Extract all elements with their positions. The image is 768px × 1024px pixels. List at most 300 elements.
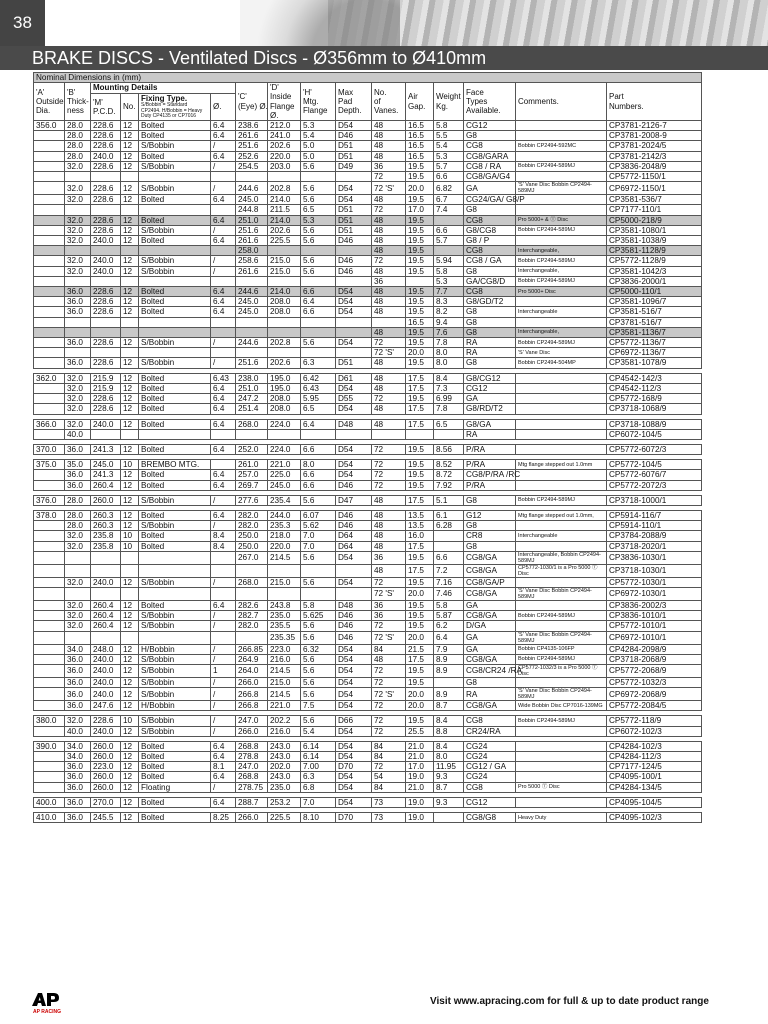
cell-fix: S/Bobbin <box>139 338 211 348</box>
cell-d <box>268 564 301 577</box>
cell-dia: 362.0 <box>34 373 65 383</box>
cell-fixdia: 6.4 <box>211 772 236 782</box>
cell-face: CG8 <box>464 782 516 792</box>
cell-air: 19.5 <box>406 444 434 454</box>
cell-dia <box>34 276 65 286</box>
cell-part: CP5772-118/9 <box>607 716 702 726</box>
cell-m <box>91 348 121 358</box>
cell-h: 5.6 <box>301 182 336 195</box>
cell-c: 258.6 <box>236 256 268 266</box>
cell-comments <box>516 621 607 631</box>
cell-c: 268.8 <box>236 741 268 751</box>
cell-fixdia: 8.4 <box>211 531 236 541</box>
cell-d: 208.0 <box>268 404 301 414</box>
cell-fix <box>139 551 211 564</box>
cell-no: 12 <box>121 266 139 276</box>
cell-fixdia: 6.4 <box>211 510 236 520</box>
cell-dia <box>34 327 65 337</box>
cell-b: 32.0 <box>65 383 91 393</box>
cell-no: 12 <box>121 762 139 772</box>
cell-part: CP3836-2048/9 <box>607 161 702 171</box>
cell-part: CP3784-2088/9 <box>607 531 702 541</box>
cell-face: G8 <box>464 521 516 531</box>
cell-air: 19.5 <box>406 358 434 368</box>
cell-b: 36.0 <box>65 444 91 454</box>
cell-air <box>406 429 434 439</box>
cell-wt <box>434 429 464 439</box>
cell-h: 6.3 <box>301 358 336 368</box>
cell-d <box>268 327 301 337</box>
cell-dia <box>34 182 65 195</box>
cell-b: 32.0 <box>65 716 91 726</box>
cell-fix: Bolted <box>139 772 211 782</box>
cell-pad <box>336 564 372 577</box>
cell-d: 220.0 <box>268 151 301 161</box>
table-row <box>34 541 702 551</box>
cell-no <box>121 276 139 286</box>
cell-no: 12 <box>121 480 139 490</box>
cell-wt: 8.9 <box>434 688 464 701</box>
cell-pad: D54 <box>336 404 372 414</box>
cell-vanes: 73 <box>372 812 406 822</box>
cell-fix <box>139 631 211 644</box>
cell-dia: 366.0 <box>34 419 65 429</box>
cell-no: 12 <box>121 621 139 631</box>
cell-dia <box>34 772 65 782</box>
cell-wt: 9.4 <box>434 317 464 327</box>
table-row <box>34 394 702 404</box>
cell-air: 19.5 <box>406 621 434 631</box>
cell-face: P/RA <box>464 460 516 470</box>
cell-wt: 8.4 <box>434 741 464 751</box>
cell-no: 12 <box>121 256 139 266</box>
cell-h: 6.42 <box>301 373 336 383</box>
cell-dia <box>34 161 65 171</box>
cell-m: 235.8 <box>91 541 121 551</box>
cell-no: 10 <box>121 531 139 541</box>
cell-h: 6.4 <box>301 297 336 307</box>
cell-pad: D51 <box>336 205 372 215</box>
cell-m: 260.0 <box>91 751 121 761</box>
cell-wt: 6.1 <box>434 510 464 520</box>
cell-m: 260.4 <box>91 621 121 631</box>
cell-no: 12 <box>121 121 139 131</box>
cell-d: 225.0 <box>268 470 301 480</box>
cell-dia: 376.0 <box>34 495 65 505</box>
cell-face: CG8/GA/P <box>464 577 516 587</box>
cell-dia <box>34 151 65 161</box>
cell-fixdia: 6.4 <box>211 131 236 141</box>
cell-b: 28.0 <box>65 151 91 161</box>
cell-fixdia: / <box>211 141 236 151</box>
cell-m <box>91 429 121 439</box>
cell-fix: S/Bobbin <box>139 577 211 587</box>
cell-part: CP3581-1080/1 <box>607 225 702 235</box>
cell-face: RA <box>464 429 516 439</box>
cell-wt: 7.8 <box>434 404 464 414</box>
cell-b: 32.0 <box>65 577 91 587</box>
cell-b <box>65 564 91 577</box>
cell-dia: 400.0 <box>34 797 65 807</box>
cell-vanes: 72 <box>372 762 406 772</box>
cell-wt: 8.4 <box>434 716 464 726</box>
cell-part: CP7177-124/5 <box>607 762 702 772</box>
cell-h: 7.5 <box>301 701 336 711</box>
cell-fixdia: 6.4 <box>211 470 236 480</box>
cell-h <box>301 327 336 337</box>
cell-face: G8/CG8 <box>464 225 516 235</box>
cell-d: 214.0 <box>268 195 301 205</box>
cell-vanes: 84 <box>372 741 406 751</box>
cell-m: 240.0 <box>91 419 121 429</box>
cell-d: 212.0 <box>268 121 301 131</box>
cell-part: CP6972-1030/1 <box>607 587 702 600</box>
cell-dia <box>34 541 65 551</box>
cell-m: 241.3 <box>91 444 121 454</box>
cell-air: 19.5 <box>406 287 434 297</box>
cell-air: 19.5 <box>406 215 434 225</box>
table-row <box>34 531 702 541</box>
cell-d: 203.0 <box>268 161 301 171</box>
cell-comments <box>516 195 607 205</box>
cell-part: CP3718-1088/9 <box>607 419 702 429</box>
cell-no: 12 <box>121 373 139 383</box>
page-title-main: BRAKE DISCS <box>32 48 154 68</box>
table-row <box>34 287 702 297</box>
cell-part: CP5000-110/1 <box>607 287 702 297</box>
cell-pad: D54 <box>336 797 372 807</box>
cell-wt: 8.0 <box>434 358 464 368</box>
cell-air: 17.0 <box>406 205 434 215</box>
cell-comments: Bobbin CP2494-592MC <box>516 141 607 151</box>
cell-comments: CP5772-1032/3 is a Pro 5000 Ⓣ Disc <box>516 664 607 677</box>
cell-pad: D54 <box>336 726 372 736</box>
cell-dia <box>34 358 65 368</box>
cell-air: 19.5 <box>406 611 434 621</box>
cell-fixdia: / <box>211 338 236 348</box>
cell-part: CP3781-516/7 <box>607 317 702 327</box>
cell-pad: D46 <box>336 256 372 266</box>
cell-vanes: 48 <box>372 419 406 429</box>
cell-c: 267.0 <box>236 551 268 564</box>
cell-no <box>121 429 139 439</box>
cell-c: 252.0 <box>236 444 268 454</box>
cell-no: 10 <box>121 460 139 470</box>
cell-face: CG8 <box>464 716 516 726</box>
cell-wt: 7.8 <box>434 338 464 348</box>
cell-h: 6.6 <box>301 444 336 454</box>
cell-h: 6.43 <box>301 383 336 393</box>
cell-d: 241.0 <box>268 131 301 141</box>
cell-h <box>301 564 336 577</box>
cell-fix <box>139 429 211 439</box>
table-row <box>34 551 702 564</box>
cell-fixdia <box>211 429 236 439</box>
cell-h: 5.6 <box>301 664 336 677</box>
table-row <box>34 600 702 610</box>
cell-vanes: 84 <box>372 751 406 761</box>
table-row <box>34 195 702 205</box>
cell-vanes: 48 <box>372 383 406 393</box>
cell-m: 260.0 <box>91 495 121 505</box>
cell-d: 221.0 <box>268 460 301 470</box>
cell-air: 19.5 <box>406 394 434 404</box>
cell-fix: Bolted <box>139 287 211 297</box>
table-row <box>34 701 702 711</box>
cell-vanes: 48 <box>372 287 406 297</box>
cell-m: 228.6 <box>91 131 121 141</box>
cell-m: 240.0 <box>91 677 121 687</box>
cell-h: 5.4 <box>301 726 336 736</box>
cell-dia <box>34 131 65 141</box>
cell-pad: D46 <box>336 236 372 246</box>
table-row <box>34 419 702 429</box>
cell-h: 5.625 <box>301 611 336 621</box>
cell-pad: D54 <box>336 577 372 587</box>
cell-part: CP5772-1030/1 <box>607 577 702 587</box>
cell-b: 36.0 <box>65 797 91 807</box>
cell-air: 19.0 <box>406 812 434 822</box>
cell-fixdia: / <box>211 256 236 266</box>
cell-no <box>121 317 139 327</box>
cell-dia <box>34 751 65 761</box>
cell-vanes: 72 <box>372 716 406 726</box>
cell-m: 240.0 <box>91 688 121 701</box>
cell-h: 6.6 <box>301 470 336 480</box>
cell-pad: D54 <box>336 338 372 348</box>
cell-m: 228.6 <box>91 141 121 151</box>
cell-h: 5.6 <box>301 236 336 246</box>
cell-b <box>65 172 91 182</box>
cell-dia <box>34 205 65 215</box>
cell-fixdia: 6.4 <box>211 741 236 751</box>
cell-h <box>301 246 336 256</box>
cell-d: 224.0 <box>268 419 301 429</box>
cell-comments: Bobbin CP2494-589MJ <box>516 611 607 621</box>
cell-fix: Bolted <box>139 131 211 141</box>
cell-comments: CP5772-1030/1 is a Pro 5000 Ⓣ Disc <box>516 564 607 577</box>
cell-m: 223.0 <box>91 762 121 772</box>
cell-vanes: 48 <box>372 215 406 225</box>
cell-vanes: 48 <box>372 141 406 151</box>
cell-vanes: 48 <box>372 510 406 520</box>
cell-h: 5.0 <box>301 151 336 161</box>
cell-vanes: 48 <box>372 495 406 505</box>
cell-pad: D46 <box>336 621 372 631</box>
cell-part: CP5772-6076/7 <box>607 470 702 480</box>
cell-face: CG8/GA <box>464 551 516 564</box>
cell-comments <box>516 236 607 246</box>
cell-part: CP5772-104/5 <box>607 460 702 470</box>
cell-fixdia <box>211 246 236 256</box>
cell-c: 238.0 <box>236 373 268 383</box>
cell-no <box>121 205 139 215</box>
cell-part: CP4542-112/3 <box>607 383 702 393</box>
cell-c: 251.4 <box>236 404 268 414</box>
cell-fixdia <box>211 317 236 327</box>
cell-pad: D51 <box>336 225 372 235</box>
cell-fix <box>139 172 211 182</box>
table-row <box>34 621 702 631</box>
cell-h: 5.3 <box>301 121 336 131</box>
cell-comments <box>516 480 607 490</box>
cell-pad: D61 <box>336 373 372 383</box>
cell-part: CP4284-2098/9 <box>607 644 702 654</box>
cell-vanes: 72 'S' <box>372 631 406 644</box>
cell-comments: Bobbin CP2494-589MJ <box>516 654 607 664</box>
cell-c: 266.0 <box>236 677 268 687</box>
cell-c <box>236 172 268 182</box>
cell-c: 244.6 <box>236 182 268 195</box>
cell-h <box>301 587 336 600</box>
table-row <box>34 564 702 577</box>
cell-vanes: 48 <box>372 225 406 235</box>
cell-c: 251.6 <box>236 358 268 368</box>
cell-vanes: 72 <box>372 256 406 266</box>
cell-b: 32.0 <box>65 404 91 414</box>
cell-face: G8 / P <box>464 236 516 246</box>
cell-part: CP5772-2072/3 <box>607 480 702 490</box>
cell-b: 36.0 <box>65 338 91 348</box>
cell-dia: 380.0 <box>34 716 65 726</box>
cell-face: CG8/CR24 /RA <box>464 664 516 677</box>
cell-pad: D70 <box>336 762 372 772</box>
cell-no: 12 <box>121 394 139 404</box>
cell-wt: 5.87 <box>434 611 464 621</box>
cell-fix: Bolted <box>139 297 211 307</box>
cell-air: 13.5 <box>406 510 434 520</box>
cell-fixdia: 6.4 <box>211 444 236 454</box>
cell-b: 36.0 <box>65 470 91 480</box>
cell-d: 215.0 <box>268 256 301 266</box>
cell-wt <box>434 812 464 822</box>
cell-pad: D54 <box>336 644 372 654</box>
table-row <box>34 495 702 505</box>
cell-fixdia: 6.4 <box>211 394 236 404</box>
cell-b: 36.0 <box>65 772 91 782</box>
cell-no: 12 <box>121 225 139 235</box>
cell-comments <box>516 373 607 383</box>
cell-wt: 6.28 <box>434 521 464 531</box>
table-row <box>34 182 702 195</box>
cell-no: 12 <box>121 664 139 677</box>
col-fix-header: Fixing Type. S/Bobbin = Standard CP2494. H/Bobbin = Heavy Duty CP4135 or CP7016 <box>139 93 211 120</box>
cell-h: 5.95 <box>301 394 336 404</box>
cell-m: 228.6 <box>91 716 121 726</box>
cell-pad: D54 <box>336 782 372 792</box>
cell-b: 32.0 <box>65 182 91 195</box>
cell-h: 5.6 <box>301 654 336 664</box>
cell-c <box>236 429 268 439</box>
cell-h: 6.07 <box>301 510 336 520</box>
cell-fix: S/Bobbin <box>139 677 211 687</box>
cell-dia <box>34 297 65 307</box>
cell-part: CP4095-102/3 <box>607 812 702 822</box>
cell-c: 261.6 <box>236 131 268 141</box>
cell-fix: S/Bobbin <box>139 716 211 726</box>
page-title-sub: - Ventilated Discs - Ø356mm to Ø410mm <box>153 48 487 68</box>
cell-fixdia: / <box>211 611 236 621</box>
table-row <box>34 664 702 677</box>
cell-face: CR24/RA <box>464 726 516 736</box>
cell-fixdia: 8.4 <box>211 541 236 551</box>
cell-dia <box>34 782 65 792</box>
cell-c: 245.0 <box>236 195 268 205</box>
cell-part: CP3581-536/7 <box>607 195 702 205</box>
cell-c: 258.0 <box>236 246 268 256</box>
cell-pad: D54 <box>336 470 372 480</box>
cell-face: G8 <box>464 358 516 368</box>
cell-fix: S/Bobbin <box>139 358 211 368</box>
cell-part: CP6072-104/5 <box>607 429 702 439</box>
cell-m: 240.0 <box>91 664 121 677</box>
cell-h <box>301 348 336 358</box>
logo-text: AP RACING <box>33 1009 61 1015</box>
cell-part: CP3718-1000/1 <box>607 495 702 505</box>
cell-no: 12 <box>121 577 139 587</box>
cell-no: 12 <box>121 161 139 171</box>
cell-part: CP5772-2084/5 <box>607 701 702 711</box>
cell-vanes: 48 <box>372 564 406 577</box>
cell-comments <box>516 541 607 551</box>
cell-face: G8/RD/T2 <box>464 404 516 414</box>
cell-d: 202.6 <box>268 225 301 235</box>
cell-h: 6.4 <box>301 419 336 429</box>
cell-c <box>236 327 268 337</box>
cell-d: 221.0 <box>268 701 301 711</box>
cell-part: CP3581-1038/9 <box>607 236 702 246</box>
cell-m: 215.9 <box>91 373 121 383</box>
cell-m: 247.6 <box>91 701 121 711</box>
cell-air: 17.5 <box>406 495 434 505</box>
cell-comments <box>516 297 607 307</box>
cell-dia: 370.0 <box>34 444 65 454</box>
cell-pad: D49 <box>336 161 372 171</box>
cell-h: 7.0 <box>301 531 336 541</box>
cell-h: 5.6 <box>301 677 336 687</box>
cell-dia <box>34 600 65 610</box>
cell-b <box>65 246 91 256</box>
cell-b: 36.0 <box>65 677 91 687</box>
cell-c: 244.6 <box>236 287 268 297</box>
cell-part: CP5772-168/9 <box>607 394 702 404</box>
cell-m: 260.0 <box>91 741 121 751</box>
cell-face: CG8/GA <box>464 701 516 711</box>
cell-m: 228.6 <box>91 287 121 297</box>
cell-d: 202.6 <box>268 358 301 368</box>
cell-face: CG8/GA <box>464 587 516 600</box>
cell-no: 12 <box>121 182 139 195</box>
cell-air: 19.5 <box>406 297 434 307</box>
cell-air: 17.5 <box>406 404 434 414</box>
table-row <box>34 215 702 225</box>
cell-pad: D54 <box>336 701 372 711</box>
cell-fix: Bolted <box>139 383 211 393</box>
cell-h: 7.00 <box>301 762 336 772</box>
cell-fix: Bolted <box>139 215 211 225</box>
cell-face: CG24 <box>464 772 516 782</box>
cell-part: CP3836-2000/1 <box>607 276 702 286</box>
cell-air: 19.5 <box>406 195 434 205</box>
cell-fix: Bolted <box>139 373 211 383</box>
cell-b <box>65 276 91 286</box>
cell-dia <box>34 307 65 317</box>
cell-part: CP6072-102/3 <box>607 726 702 736</box>
cell-vanes: 72 <box>372 338 406 348</box>
cell-face: CG12 <box>464 797 516 807</box>
cell-fix: Bolted <box>139 531 211 541</box>
cell-h <box>301 429 336 439</box>
